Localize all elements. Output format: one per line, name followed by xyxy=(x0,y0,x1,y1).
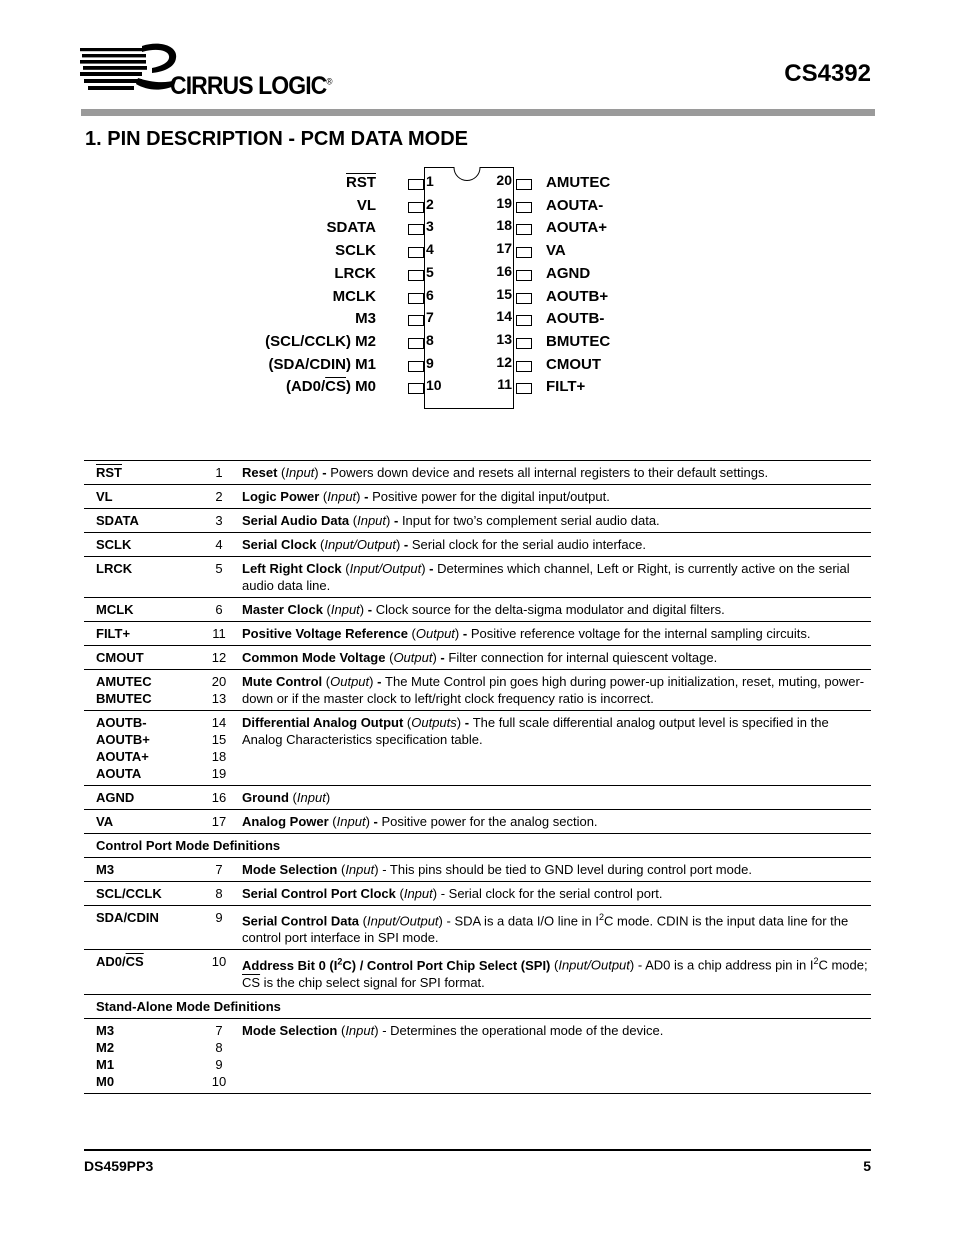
pin-direction: Input/Output xyxy=(324,537,396,552)
pin-direction: Input xyxy=(345,1022,375,1038)
pin-function-detail: AD0 is a chip address pin in I xyxy=(645,957,814,973)
pin-left-label xyxy=(269,356,377,373)
pin-direction: Input xyxy=(357,513,387,528)
stand-alone-heading xyxy=(84,994,871,1018)
pin-number-cell xyxy=(196,786,242,810)
pin-number: 4 xyxy=(426,241,434,258)
pin-label-prefix: (SDA/CDIN) M1 xyxy=(268,355,376,373)
pin-number: 10 xyxy=(426,377,442,394)
pin-direction: Input xyxy=(330,602,360,617)
pin-symbol-text: MCLK xyxy=(96,602,134,617)
pin-symbol-text: VA xyxy=(96,814,114,829)
pin-label-prefix: (AD0/ xyxy=(285,378,326,396)
pin-number: 16 xyxy=(496,262,512,279)
pin-symbol-text: AD0/ xyxy=(96,954,126,970)
pin-left-label xyxy=(355,310,376,327)
pin-number-text: 5 xyxy=(215,561,223,576)
pin-symbol xyxy=(84,786,196,810)
pin-description: Mute Control (Output) - The Mute Control pin goes high during power-up initialization, reset, muting, power-down or if the master clock to left/right clock frequency ratio is incorrect. xyxy=(242,670,871,711)
table-row xyxy=(84,557,871,598)
pin-number: 19 xyxy=(496,194,512,211)
brand-registered-mark: ® xyxy=(326,76,332,87)
pin-left-label xyxy=(265,333,376,350)
pin-label-text: MCLK xyxy=(332,287,376,305)
pin-function-detail: Powers down device and resets all internal registers to their default settings. xyxy=(330,465,769,480)
pin-symbol-text: M3 M2 M1 M0 xyxy=(96,1022,115,1089)
pin-number: 1 xyxy=(426,173,434,189)
pin-direction: Input xyxy=(296,790,326,805)
pin-direction: Input xyxy=(403,886,433,901)
pin-left-label xyxy=(357,197,376,214)
pin-function-name: Logic Power xyxy=(242,489,320,504)
pin-number-cell xyxy=(196,858,242,882)
table-row xyxy=(84,509,871,533)
pin-direction: Output xyxy=(415,626,455,641)
table-row xyxy=(84,950,871,994)
pin-function-name: Positive Voltage Reference xyxy=(242,626,408,641)
separator-dash: - xyxy=(400,537,412,552)
pin-description: Mode Selection (Input) - This pins should be tied to GND level during control port mode. xyxy=(242,858,871,882)
brand-name: CIRRUS LOGIC xyxy=(170,72,327,100)
pin-number: 14 xyxy=(496,308,512,325)
table-row xyxy=(84,882,871,906)
pin-left-label xyxy=(333,288,376,305)
pin-function-name: Serial Audio Data xyxy=(242,513,350,528)
pin-symbol-text: AOUTB- AOUTB+ AOUTA+ AOUTA xyxy=(96,715,150,781)
pin-lead xyxy=(408,247,424,258)
pin-function-name: Common Mode Voltage xyxy=(242,650,386,665)
pin-description: Mode Selection (Input) - Determines the operational mode of the device. xyxy=(242,1018,871,1093)
active-low-text: $\overline{CS}$ xyxy=(242,974,261,990)
pin-number-text: 9 xyxy=(215,910,223,925)
pin-symbol xyxy=(84,670,196,711)
pin-symbol xyxy=(84,950,196,994)
pin-function-detail: Serial clock for the serial audio interface. xyxy=(411,537,646,552)
pin-number: 15 xyxy=(496,285,512,302)
table-row xyxy=(84,622,871,646)
pin-label-text: M3 xyxy=(355,310,376,328)
pin-right-label: BMUTEC xyxy=(546,332,611,350)
pin-symbol-text: VL xyxy=(96,489,113,504)
pin-number-cell xyxy=(196,882,242,906)
pin-number: 5 xyxy=(426,263,434,280)
pin-description: Logic Power (Input) - Positive power for the digital input/output. xyxy=(242,485,871,509)
pin-number-text: 2 xyxy=(215,489,223,504)
document-title: CS4392 xyxy=(784,60,871,87)
pin-function-name: Analog Power xyxy=(242,814,329,829)
pin-function-detail: Input for two’s complement serial audio data. xyxy=(401,513,660,528)
pin-function-name: Mute Control xyxy=(242,674,323,689)
pin-description: Serial Audio Data (Input) - Input for two’s complement serial audio data. xyxy=(242,509,871,533)
pin-number-text: 7 xyxy=(215,862,223,877)
pin-function-detail: C mode; xyxy=(818,957,868,973)
separator-dash: - xyxy=(390,513,402,528)
table-row xyxy=(84,1018,871,1093)
pin-number-text: 8 xyxy=(215,886,223,901)
pin-number-cell xyxy=(196,622,242,646)
pin-lead xyxy=(408,383,424,394)
pin-lead xyxy=(408,361,424,372)
pin-function-detail: Determines which channel, Left or Right, is currently active on the serial audio data line. xyxy=(242,561,850,593)
pin-description: Serial Control Port Clock (Input) - Serial clock for the serial control port. xyxy=(242,882,871,906)
pin-number: 20 xyxy=(496,172,512,188)
pin-symbol xyxy=(84,810,196,834)
pin-symbol xyxy=(84,461,196,485)
pin-right-label: AGND xyxy=(546,264,591,282)
section-heading-text: Stand-Alone Mode Definitions xyxy=(96,998,281,1014)
pin-right-label: AOUTA- xyxy=(546,196,604,214)
table-row xyxy=(84,461,871,485)
pin-lead xyxy=(516,293,532,304)
pin-symbol-text: SCL/CCLK xyxy=(96,886,162,901)
pin-number: 7 xyxy=(426,309,434,326)
pin-function-detail: The Mute Control pin goes high during power-up initialization, reset, muting, power-down or if the master clock to left/right clock frequency ratio is incorrect. xyxy=(242,674,865,706)
superscript: 2 xyxy=(598,912,604,922)
pin-function-detail: Positive power for the analog section. xyxy=(381,814,598,829)
table-row xyxy=(84,670,871,711)
pin-symbol-text: M3 xyxy=(96,862,115,877)
pin-function-detail: The full scale differential analog output level is specified in the Analog Characteristics specification table. xyxy=(242,715,829,747)
pin-diagram xyxy=(240,165,660,415)
pin-number: 17 xyxy=(496,240,512,257)
pin-description: Reset (Input) - Powers down device and resets all internal registers to their default settings. xyxy=(242,461,871,485)
pin-symbol-text: LRCK xyxy=(96,561,133,576)
pin-direction: Input xyxy=(285,465,315,480)
pin-symbol xyxy=(84,1018,196,1093)
pin-function-name: Master Clock xyxy=(242,602,323,617)
pin-function-detail: C mode. CDIN is the input data line for the control port interface in SPI mode. xyxy=(242,913,849,946)
pin-number-text: 4 xyxy=(215,537,223,552)
pin-left-label xyxy=(327,219,376,236)
pin-number-cell xyxy=(196,461,242,485)
pin-symbol xyxy=(84,646,196,670)
pin-number-text: 12 xyxy=(211,650,227,665)
pin-number-text: 14 15 18 19 xyxy=(211,715,227,781)
pin-number-text: 11 xyxy=(212,626,226,641)
separator-dash: - xyxy=(373,674,386,689)
pin-number-cell xyxy=(196,533,242,557)
separator-dash: - xyxy=(318,465,331,480)
pin-direction: Input/Output xyxy=(366,913,439,929)
pin-left-label xyxy=(335,242,376,259)
superscript: 2 xyxy=(337,956,343,967)
table-row xyxy=(84,906,871,950)
pin-symbol-text: SCLK xyxy=(96,537,132,552)
pin-number-cell xyxy=(196,646,242,670)
pin-number-cell xyxy=(196,509,242,533)
pin-lead xyxy=(516,224,532,235)
pin-label-active-low: $\overline{CS}$ xyxy=(325,378,346,396)
pin-label-prefix: (SCL/CCLK) M2 xyxy=(265,332,376,350)
pin-right-label: VA xyxy=(546,242,566,260)
pin-number-text: 1 xyxy=(215,465,223,480)
pin-symbol xyxy=(84,509,196,533)
pin-symbol xyxy=(84,858,196,882)
pin-symbol-text: FILT+ xyxy=(96,626,131,641)
pin-description: Master Clock (Input) - Clock source for the delta-sigma modulator and digital filters. xyxy=(242,598,871,622)
pin-lead xyxy=(408,179,424,190)
pin-label-active-low: $\overline{RST}$ xyxy=(346,174,376,191)
pin-number-cell xyxy=(196,485,242,509)
pin-function-name: Differential Analog Output xyxy=(242,715,404,730)
section-heading-row xyxy=(84,834,871,858)
pin-right-label: AMUTEC xyxy=(546,174,611,191)
pin-symbol-text: SDATA xyxy=(96,513,139,528)
pin-number-cell xyxy=(196,906,242,950)
pin-right-label: CMOUT xyxy=(546,355,601,373)
pin-function-detail: This pins should be tied to GND level during control port mode. xyxy=(389,862,752,877)
pin-number: 13 xyxy=(496,330,512,347)
pin-description: Serial Clock (Input/Output) - Serial clock for the serial audio interface. xyxy=(242,533,871,557)
pin-function-name: Reset xyxy=(242,465,278,480)
pin-description: Serial Control Data (Input/Output) - SDA is a data I/O line in $I^2C$ mode. CDIN is the input data line for the control port interface in SPI mode. xyxy=(242,906,871,950)
pin-label-text: SCLK xyxy=(335,242,376,260)
cirrus-logic-logo xyxy=(80,42,340,104)
pin-left-label xyxy=(346,174,376,191)
pin-right-label: FILT+ xyxy=(546,378,586,396)
pin-number-text: 20 13 xyxy=(211,674,227,706)
pin-symbol-text: SDA/CDIN xyxy=(96,910,159,925)
pin-function-detail: SDA is a data I/O line in I xyxy=(454,913,599,929)
pin-lead xyxy=(408,338,424,349)
pin-lead xyxy=(408,224,424,235)
footer-doc-id: DS459PP3 xyxy=(84,1158,154,1174)
pin-description: Common Mode Voltage (Output) - Filter connection for internal quiescent voltage. xyxy=(242,646,871,670)
section-heading-text: Control Port Mode Definitions xyxy=(96,838,281,853)
separator-dash: - xyxy=(364,602,376,617)
separator-dash: - xyxy=(369,814,382,829)
pin-number-cell xyxy=(196,598,242,622)
table-row xyxy=(84,646,871,670)
pin-number: 8 xyxy=(426,331,434,348)
pin-function-detail: Positive reference voltage for the internal sampling circuits. xyxy=(470,626,811,641)
pin-left-label xyxy=(286,378,376,395)
pin-symbol xyxy=(84,906,196,950)
pin-symbol xyxy=(84,485,196,509)
separator-dash: - xyxy=(461,715,473,730)
separator-dash: - xyxy=(360,489,373,504)
pin-number-text: 7 8 9 10 xyxy=(211,1022,227,1089)
pin-function-detail: Filter connection for internal quiescent voltage. xyxy=(448,650,718,665)
pin-lead xyxy=(516,383,532,394)
pin-number: 9 xyxy=(426,354,434,371)
table-row xyxy=(84,810,871,834)
pin-label-suffix: ) M0 xyxy=(346,378,376,396)
pin-symbol-text: AGND xyxy=(96,790,135,805)
pin-description: Positive Voltage Reference (Output) - Positive reference voltage for the internal sampling circuits. xyxy=(242,622,871,646)
pin-lead xyxy=(408,315,424,326)
pin-lead xyxy=(408,270,424,281)
pin-number-text: 6 xyxy=(215,602,223,617)
pin-number-cell xyxy=(196,1018,242,1093)
table-row xyxy=(84,858,871,882)
pin-symbol xyxy=(84,557,196,598)
pin-symbol xyxy=(84,598,196,622)
pin-function-name: Serial Clock xyxy=(242,537,317,552)
pin-function-name: Serial Control Port Clock xyxy=(242,886,396,901)
control-port-heading xyxy=(84,834,871,858)
pin-direction: Input xyxy=(327,489,357,504)
pin-right-label: AOUTB+ xyxy=(546,287,609,305)
pin-number-cell xyxy=(196,670,242,711)
table-row xyxy=(84,485,871,509)
pin-description: Address Bit 0 $(I^2C)$ / Control Port Chip Select (SPI) (Input/Output) - AD0 is a chip address pin in $I^2C$ mode; $\overline{CS}$ is the chip select signal for SPI format. xyxy=(242,950,871,994)
pin-function-detail: is the chip select signal for SPI format. xyxy=(260,974,485,990)
pin-direction: Input xyxy=(336,814,366,829)
pin-number-cell xyxy=(196,711,242,786)
section-title: 1. PIN DESCRIPTION - PCM DATA MODE xyxy=(85,128,468,150)
pin-number-cell xyxy=(196,557,242,598)
brand-wordmark xyxy=(170,72,332,101)
pin-label-text: SDATA xyxy=(326,219,376,237)
pin-number: 18 xyxy=(496,217,512,234)
pin-number: 11 xyxy=(497,376,512,393)
footer-page-number: 5 xyxy=(863,1158,871,1174)
pin-direction: Output xyxy=(330,674,370,689)
pin-description: Differential Analog Output (Outputs) - The full scale differential analog output level is specified in the Analog Characteristics specification table. xyxy=(242,711,871,786)
pin-symbol-active-low: $\overline{CS}$ xyxy=(125,954,144,970)
separator-dash: - xyxy=(436,650,449,665)
pin-function-name xyxy=(242,958,550,973)
pin-description: Analog Power (Input) - Positive power for the analog section. xyxy=(242,810,871,834)
name-part: Address Bit 0 (I xyxy=(242,957,338,973)
pin-function-name: Mode Selection xyxy=(242,1022,338,1038)
pin-function-detail: Positive power for the digital input/output. xyxy=(372,489,610,504)
pin-left-label xyxy=(334,265,376,282)
pin-symbol-text: CMOUT xyxy=(96,650,144,665)
pin-direction: Input/Output xyxy=(349,561,422,576)
pin-symbol xyxy=(84,533,196,557)
pin-lead xyxy=(516,247,532,258)
pin-function-name: Mode Selection xyxy=(242,862,338,877)
pin-number-text: 17 xyxy=(211,814,227,829)
header-rule xyxy=(81,109,875,116)
separator-dash: - xyxy=(459,626,471,641)
pin-number-text: 16 xyxy=(211,790,227,805)
pin-lead xyxy=(516,338,532,349)
pin-symbol xyxy=(84,622,196,646)
pin-direction: Outputs xyxy=(411,715,457,730)
pin-description: Left Right Clock (Input/Output) - Determines which channel, Left or Right, is currently active on the serial audio data line. xyxy=(242,557,871,598)
table-row xyxy=(84,711,871,786)
pin-label-text: LRCK xyxy=(334,264,376,282)
table-row xyxy=(84,786,871,810)
superscript: 2 xyxy=(813,956,819,967)
pin-function-name: Left Right Clock xyxy=(242,561,342,576)
separator-dash: - xyxy=(425,561,438,576)
pin-lead xyxy=(516,179,532,190)
pin-function-name: Ground xyxy=(242,790,289,805)
pin-lead xyxy=(516,315,532,326)
pin-lead xyxy=(408,293,424,304)
table-row xyxy=(84,598,871,622)
pin-description-table xyxy=(84,460,871,1094)
pin-direction: Input xyxy=(345,862,375,877)
pin-number: 2 xyxy=(426,195,434,212)
pin-description: Ground (Input) xyxy=(242,786,871,810)
table-row xyxy=(84,533,871,557)
pin-lead xyxy=(516,270,532,281)
pin-number: 12 xyxy=(496,353,512,370)
pin-function-name: Serial Control Data xyxy=(242,913,360,929)
pin-lead xyxy=(516,361,532,372)
footer-rule xyxy=(84,1149,871,1151)
pin-number-text: 10 xyxy=(211,954,227,970)
pin-number-cell xyxy=(196,950,242,994)
pin-function-detail: Determines the operational mode of the device. xyxy=(390,1022,664,1038)
name-part: C) / Control Port Chip Select (SPI) xyxy=(342,957,551,973)
pin-symbol-text: AMUTEC BMUTEC xyxy=(96,674,152,706)
pin-function-detail: Serial clock for the serial control port. xyxy=(448,886,663,901)
pin-direction: Input/Output xyxy=(558,957,630,973)
pin-lead xyxy=(408,202,424,213)
pin-number-text: 3 xyxy=(215,513,223,528)
pin-label-text: VL xyxy=(356,196,376,214)
pin-symbol xyxy=(84,882,196,906)
pin-symbol-active-low: $\overline{RST}$ xyxy=(96,465,122,480)
pin-symbol xyxy=(84,711,196,786)
pin-number: 6 xyxy=(426,286,434,303)
pin-lead xyxy=(516,202,532,213)
section-heading-row xyxy=(84,994,871,1018)
pin-right-label: AOUTA+ xyxy=(546,219,607,237)
pin-function-detail: Clock source for the delta-sigma modulator and digital filters. xyxy=(375,602,725,617)
pin-number-cell xyxy=(196,810,242,834)
pin-number: 3 xyxy=(426,218,434,235)
pin-right-label: AOUTB- xyxy=(546,310,605,328)
pin-direction: Output xyxy=(393,650,433,665)
